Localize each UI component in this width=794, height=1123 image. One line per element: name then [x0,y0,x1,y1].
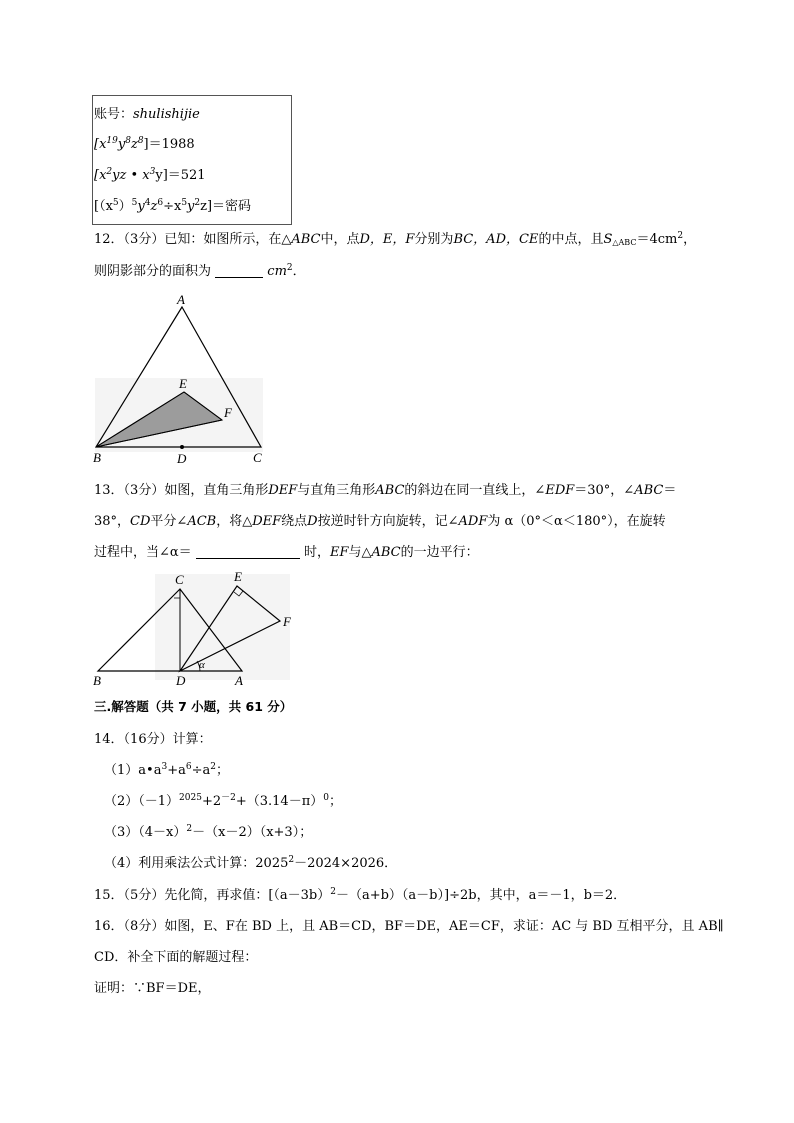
box-line-account: 账号：shulishijie [94,107,200,122]
q14-part-3: $(3)(4-x)^2-(x-2)(x+3)$； [104,824,313,840]
box-line-1988: $[x^{19}y^8z^8]=1988$ [94,136,195,152]
q13-label-alpha: α [199,659,205,671]
q13-label-c: C [175,572,184,587]
q16-line-2: CD．补全下面的解题过程： [94,950,258,965]
q12-label-d: D [177,451,187,465]
q12-triangle-figure [85,290,275,465]
q14-heading: 14．（16分）计算： [94,732,212,747]
q12-point-d [180,445,184,449]
q15-text: 15．（5分）先化简，再求值：$[(a-3b)^2-(a+b)(a-b)]\div 2b$，其中，a＝－1，b＝2． [94,887,627,903]
section-3-heading: 三.解答题（共 7 小题，共 61 分） [94,699,293,714]
q13-triangles-figure [85,568,300,688]
q13-answer-blank[interactable] [196,546,300,559]
q12-label-c: C [253,450,262,465]
q13-label-f: F [283,614,291,629]
q12-line-2: 则阴影部分的面积为 $cm^2$． [94,263,306,279]
q13-label-d: D [176,673,186,688]
q12-answer-blank[interactable] [215,265,263,278]
q13-label-e: E [234,569,242,584]
q12-label-f: F [224,405,232,420]
q13-line-1: 13．（3分）如图，直角三角形DEF与直角三角形ABC的斜边在同一直线上，∠EDF＝30°，∠ABC＝ [94,483,677,498]
q13-figure-bg [155,574,290,680]
q13-line-2: 38°，CD平分∠ACB，将△DEF绕点D按逆时针方向旋转，记∠ADF为 α（0°＜α＜180°），在旋转 [94,514,666,529]
q12-label-b: B [93,450,101,465]
q12-label-e: E [179,376,187,391]
q13-label-b: B [93,673,101,688]
q13-label-a: A [235,673,243,688]
q14-part-2: $(2)(-1)^{2025}+2^{-2}+(3.14-\pi)^0$； [104,793,342,809]
q12-line-1: 12．（3分）已知：如图所示，在△ABC中，点D，E，F分别为BC，AD，CE的中点，且$S_{\triangle ABC}=4cm^2$， [94,231,697,247]
box-line-password: $[(x^5)^5y^4z^6\div x^5y^2z]=$密码 [94,198,252,214]
box-line-521: [$x^2yz$ • $x^3y]=521$ [94,167,206,183]
q14-part-4: （4）利用乘法公式计算：$2025^2-2024\times 2026$． [104,855,398,871]
q16-line-3: 证明：∵BF＝DE， [94,981,211,996]
q16-line-1: 16．（8分）如图，E、F在 BD 上，且 AB＝CD，BF＝DE，AE＝CF，求证：AC 与 BD 互相平分，且 AB∥ [94,919,724,934]
q12-label-a: A [177,292,185,307]
q14-part-1: $(1)a•a^3+a^6\div a^2$； [104,762,229,778]
q13-line-3: 过程中，当∠α＝ 时，EF与△ABC的一边平行： [94,545,479,560]
